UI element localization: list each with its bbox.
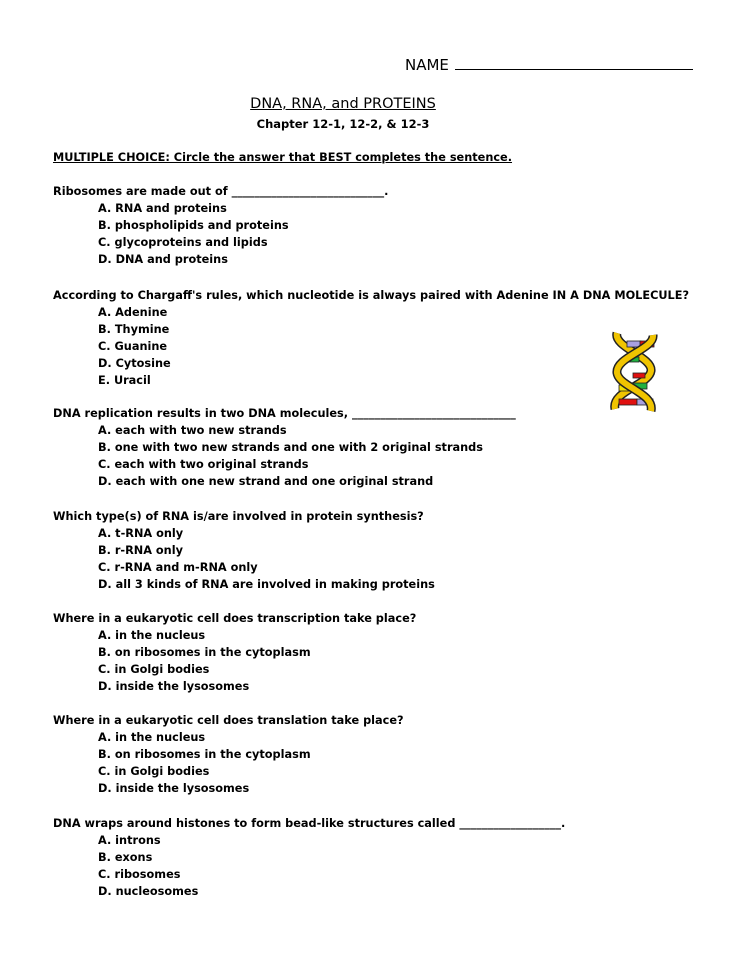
question-stem: DNA wraps around histones to form bead-like structures called __________________. <box>53 817 566 830</box>
answer-option[interactable]: A. each with two new strands <box>98 424 287 437</box>
answer-option[interactable]: B. on ribosomes in the cytoplasm <box>98 646 311 660</box>
answer-option[interactable]: D. Cytosine <box>98 357 171 371</box>
answer-option[interactable]: C. in Golgi bodies <box>98 663 210 677</box>
answer-option[interactable]: D. nucleosomes <box>98 885 199 899</box>
name-field <box>405 55 693 74</box>
answer-option[interactable]: A. in the nucleus <box>98 731 206 744</box>
question-stem: According to Chargaff's rules, which nucleotide is always paired with Adenine IN A DNA MOLECULE? <box>53 289 690 302</box>
answer-option[interactable]: B. phospholipids and proteins <box>98 219 289 233</box>
question-stem: DNA replication results in two DNA molecules, _____________________________ <box>53 407 516 420</box>
answer-option[interactable]: B. Thymine <box>98 323 170 337</box>
answer-option[interactable]: B. one with two new strands and one with 2 original strands <box>98 441 483 455</box>
answer-option[interactable]: C. in Golgi bodies <box>98 765 210 779</box>
answer-option[interactable]: C. Guanine <box>98 340 168 354</box>
answer-option[interactable]: A. t-RNA only <box>98 527 184 540</box>
answer-option[interactable]: C. ribosomes <box>98 868 181 882</box>
question-7 <box>53 815 565 900</box>
name-blank-line[interactable] <box>455 55 693 70</box>
answer-option[interactable]: B. exons <box>98 851 153 865</box>
answer-option[interactable]: B. on ribosomes in the cytoplasm <box>98 748 311 762</box>
page-title: DNA, RNA, and PROTEINS <box>250 96 436 112</box>
answer-option[interactable]: B. r-RNA only <box>98 544 183 558</box>
name-label: NAME <box>405 56 449 74</box>
question-stem: Where in a eukaryotic cell does translation take place? <box>53 714 404 727</box>
answer-option[interactable]: C. glycoproteins and lipids <box>98 236 268 250</box>
answer-option[interactable]: D. inside the lysosomes <box>98 680 250 694</box>
answer-option[interactable]: A. in the nucleus <box>98 629 206 642</box>
question-5 <box>53 610 416 695</box>
answer-option[interactable]: D. all 3 kinds of RNA are involved in making proteins <box>98 578 435 592</box>
answer-option[interactable]: D. inside the lysosomes <box>98 782 250 796</box>
question-3 <box>53 405 516 490</box>
answer-option[interactable]: A. introns <box>98 834 161 847</box>
answer-option[interactable]: D. DNA and proteins <box>98 253 228 267</box>
answer-option[interactable]: A. Adenine <box>98 306 168 319</box>
question-1 <box>53 183 388 268</box>
question-stem: Where in a eukaryotic cell does transcription take place? <box>53 612 417 625</box>
answer-option[interactable]: E. Uracil <box>98 374 151 388</box>
answer-option[interactable]: D. each with one new strand and one original strand <box>98 475 434 489</box>
answer-option[interactable]: C. r-RNA and m-RNA only <box>98 561 258 575</box>
dna-helix-icon <box>603 329 665 413</box>
question-6 <box>53 712 404 797</box>
answer-option[interactable]: A. RNA and proteins <box>98 202 227 215</box>
question-stem: Ribosomes are made out of ___________________________. <box>53 185 389 198</box>
instructions: MULTIPLE CHOICE: Circle the answer that BEST completes the sentence. <box>53 151 513 164</box>
answer-option[interactable]: C. each with two original strands <box>98 458 309 472</box>
question-stem: Which type(s) of RNA is/are involved in protein synthesis? <box>53 510 424 523</box>
question-4 <box>53 508 435 593</box>
question-2 <box>53 287 689 389</box>
page-subtitle: Chapter 12-1, 12-2, & 12-3 <box>256 117 430 131</box>
